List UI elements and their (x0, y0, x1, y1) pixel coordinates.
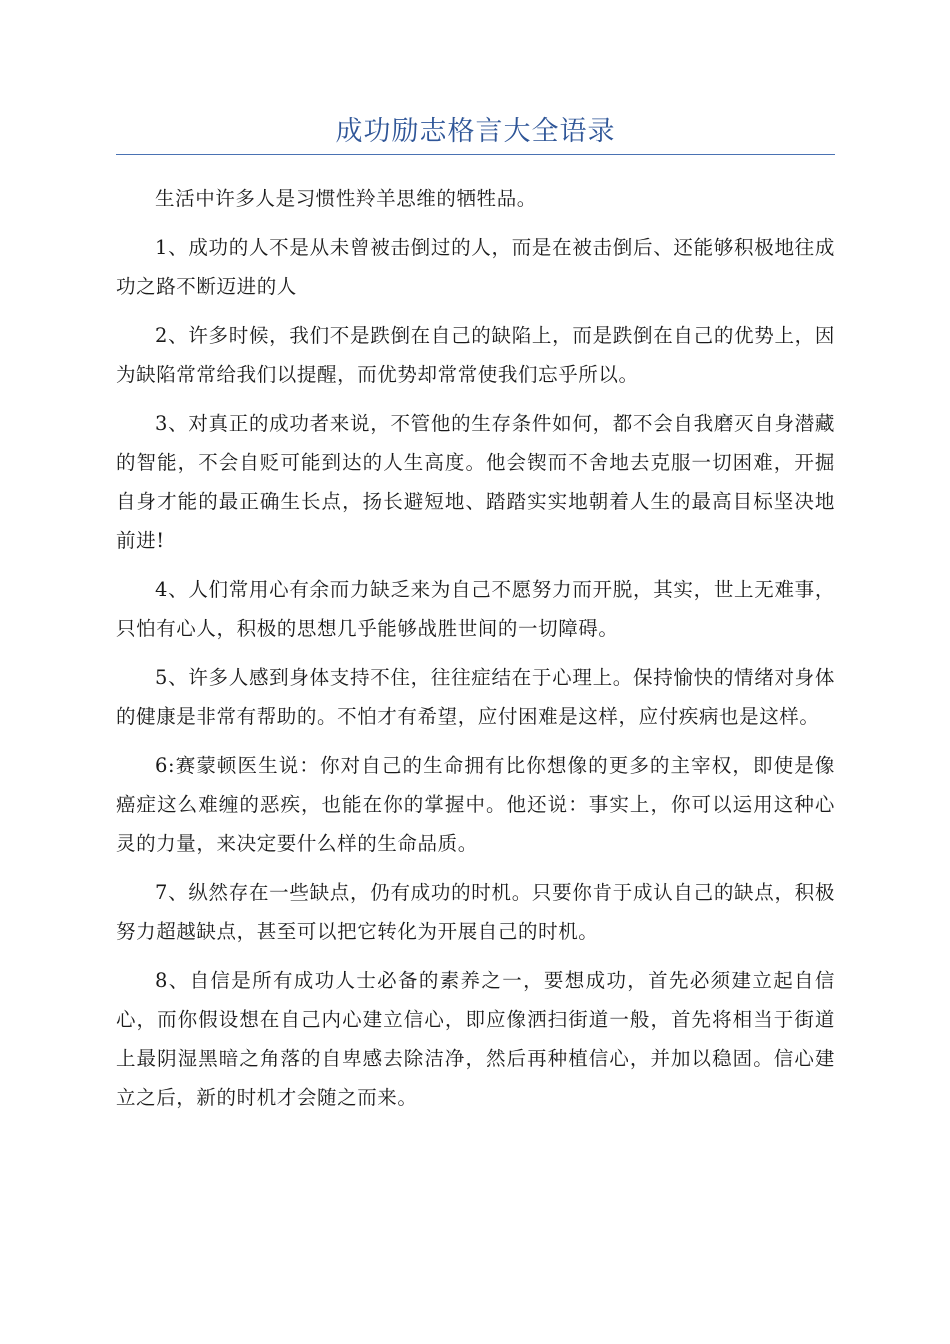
title-underline (116, 154, 835, 155)
paragraph-5: 5、许多人感到身体支持不住，往往症结在于心理上。保持愉快的情绪对身体的健康是非常有帮助的。不怕才有希望，应付困难是这样，应付疾病也是这样。 (116, 666, 835, 728)
paragraph-8: 8、自信是所有成功人士必备的素养之一，要想成功，首先必须建立起自信心，而你假设想在自己内心建立信心，即应像洒扫街道一般，首先将相当于街道上最阴湿黑暗之角落的自卑感去除洁净，然后再种植信心，并加以稳固。信心建立之后，新的时机才会随之而来。 (116, 969, 835, 1109)
paragraph-intro: 生活中许多人是习惯性羚羊思维的牺牲品。 (155, 187, 537, 210)
paragraph-1: 1、成功的人不是从未曾被击倒过的人，而是在被击倒后、还能够积极地往成功之路不断迈进的人 (116, 236, 835, 298)
paragraph-2: 2、许多时候，我们不是跌倒在自己的缺陷上，而是跌倒在自己的优势上，因为缺陷常常给我们以提醒，而优势却常常使我们忘乎所以。 (116, 324, 835, 386)
document-title: 成功励志格言大全语录 (335, 116, 616, 147)
paragraph-7: 7、纵然存在一些缺点，仍有成功的时机。只要你肯于成认自己的缺点，积极努力超越缺点，甚至可以把它转化为开展自己的时机。 (116, 881, 835, 943)
paragraph-3: 3、对真正的成功者来说，不管他的生存条件如何，都不会自我磨灭自身潜藏的智能，不会自贬可能到达的人生高度。他会锲而不舍地去克服一切困难，开掘自身才能的最正确生长点，扬长避短地、踏踏实实地朝着人生的最高目标坚决地前进! (116, 412, 835, 552)
document-page (116, 112, 835, 1127)
paragraph-6: 6:赛蒙顿医生说：你对自己的生命拥有比你想像的更多的主宰权，即使是像癌症这么难缠的恶疾，也能在你的掌握中。他还说：事实上，你可以运用这种心灵的力量，来决定要什么样的生命品质。 (116, 754, 835, 855)
paragraph-4: 4、人们常用心有余而力缺乏来为自己不愿努力而开脱，其实，世上无难事，只怕有心人，积极的思想几乎能够战胜世间的一切障碍。 (116, 578, 835, 640)
